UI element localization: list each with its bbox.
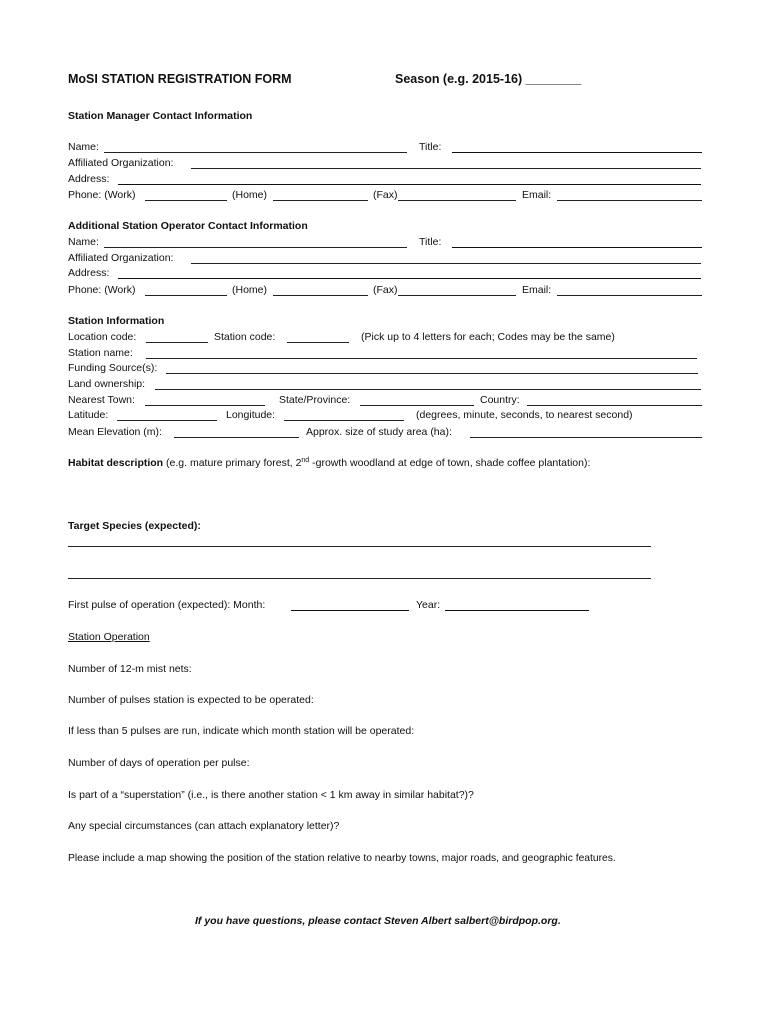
- manager-fax-label: (Fax): [373, 189, 398, 201]
- pulse-year-label: Year:: [416, 599, 441, 611]
- land-field[interactable]: [155, 389, 701, 390]
- pulse-month-label: First pulse of operation (expected): Month:: [68, 599, 266, 611]
- operator-address-field[interactable]: [118, 278, 701, 279]
- station-code-field[interactable]: [287, 342, 349, 343]
- operator-phone-home-field[interactable]: [273, 295, 368, 296]
- funding-field[interactable]: [166, 373, 698, 374]
- elevation-field[interactable]: [174, 437, 299, 438]
- latitude-field[interactable]: [117, 420, 217, 421]
- season-label: Season (e.g. 2015-16) ________: [395, 72, 582, 86]
- operator-address-label: Address:: [68, 267, 110, 279]
- operation-q7: Please include a map showing the position of the station relative to nearby towns, major roads, and geographic features.: [68, 853, 616, 864]
- operator-title-label: Title:: [419, 236, 442, 248]
- country-label: Country:: [480, 394, 520, 406]
- manager-org-label: Affiliated Organization:: [68, 157, 174, 169]
- operator-name-label: Name:: [68, 236, 99, 248]
- operator-email-field[interactable]: [557, 295, 702, 296]
- manager-title-label: Title:: [419, 141, 442, 153]
- manager-phone-work-field[interactable]: [145, 200, 227, 201]
- operator-heading: Additional Station Operator Contact Information: [68, 220, 308, 232]
- manager-name-label: Name:: [68, 141, 99, 153]
- longitude-field[interactable]: [284, 420, 404, 421]
- operator-fax-field[interactable]: [398, 295, 516, 296]
- code-note: (Pick up to 4 letters for each; Codes may be the same): [361, 331, 615, 343]
- habitat-text-a: (e.g. mature primary forest, 2: [163, 457, 302, 469]
- form-title: MoSI STATION REGISTRATION FORM: [68, 72, 292, 86]
- operation-heading: Station Operation: [68, 631, 150, 643]
- funding-label: Funding Source(s):: [68, 362, 158, 374]
- elevation-label: Mean Elevation (m):: [68, 426, 162, 438]
- operation-q2: Number of pulses station is expected to be operated:: [68, 694, 314, 706]
- manager-fax-field[interactable]: [398, 200, 516, 201]
- operation-q4: Number of days of operation per pulse:: [68, 757, 250, 769]
- operation-q5: Is part of a “superstation” (i.e., is there another station < 1 km away in similar habitat?)?: [68, 789, 474, 801]
- location-code-field[interactable]: [146, 342, 208, 343]
- station-code-label: Station code:: [214, 331, 276, 343]
- manager-email-field[interactable]: [557, 200, 702, 201]
- area-field[interactable]: [470, 437, 702, 438]
- operator-name-field[interactable]: [104, 247, 407, 248]
- longitude-label: Longitude:: [226, 409, 276, 421]
- town-field[interactable]: [145, 405, 265, 406]
- area-label: Approx. size of study area (ha):: [306, 426, 452, 438]
- station-heading: Station Information: [68, 315, 165, 327]
- manager-phone-home-field[interactable]: [273, 200, 368, 201]
- manager-email-label: Email:: [522, 189, 552, 201]
- habitat-text-b: -growth woodland at edge of town, shade coffee plantation):: [309, 457, 591, 469]
- habitat-sup: nd: [301, 457, 310, 464]
- operation-q1: Number of 12-m mist nets:: [68, 663, 192, 675]
- target-species-label: Target Species (expected):: [68, 520, 201, 532]
- operator-phone-work-label: Phone: (Work): [68, 284, 136, 296]
- manager-phone-work-label: Phone: (Work): [68, 189, 136, 201]
- pulse-month-field[interactable]: [291, 610, 409, 611]
- operator-email-label: Email:: [522, 284, 552, 296]
- habitat-label: Habitat description: [68, 457, 164, 469]
- manager-heading: Station Manager Contact Information: [68, 110, 253, 122]
- footer-contact: If you have questions, please contact Steven Albert salbert@birdpop.org.: [195, 915, 561, 927]
- land-label: Land ownership:: [68, 378, 146, 390]
- operator-org-label: Affiliated Organization:: [68, 252, 174, 264]
- operator-title-field[interactable]: [452, 247, 702, 248]
- town-label: Nearest Town:: [68, 394, 135, 406]
- state-field[interactable]: [360, 405, 474, 406]
- latitude-label: Latitude:: [68, 409, 109, 421]
- manager-title-field[interactable]: [452, 152, 702, 153]
- operator-org-field[interactable]: [191, 263, 701, 264]
- target-species-line-2[interactable]: [68, 578, 651, 579]
- manager-address-field[interactable]: [118, 184, 701, 185]
- coord-note: (degrees, minute, seconds, to nearest second): [416, 409, 633, 421]
- station-name-field[interactable]: [146, 358, 697, 359]
- manager-phone-home-label: (Home): [232, 189, 268, 201]
- state-label: State/Province:: [279, 394, 351, 406]
- location-code-label: Location code:: [68, 331, 137, 343]
- operator-phone-work-field[interactable]: [145, 295, 227, 296]
- operator-fax-label: (Fax): [373, 284, 398, 296]
- operation-q3: If less than 5 pulses are run, indicate which month station will be operated:: [68, 725, 415, 737]
- pulse-year-field[interactable]: [445, 610, 589, 611]
- country-field[interactable]: [527, 405, 702, 406]
- station-name-label: Station name:: [68, 347, 133, 359]
- operation-q6: Any special circumstances (can attach explanatory letter)?: [68, 820, 340, 832]
- manager-name-field[interactable]: [104, 152, 407, 153]
- target-species-line-1[interactable]: [68, 546, 651, 547]
- manager-address-label: Address:: [68, 173, 110, 185]
- manager-org-field[interactable]: [191, 168, 701, 169]
- operator-phone-home-label: (Home): [232, 284, 268, 296]
- habitat-description: [68, 457, 590, 470]
